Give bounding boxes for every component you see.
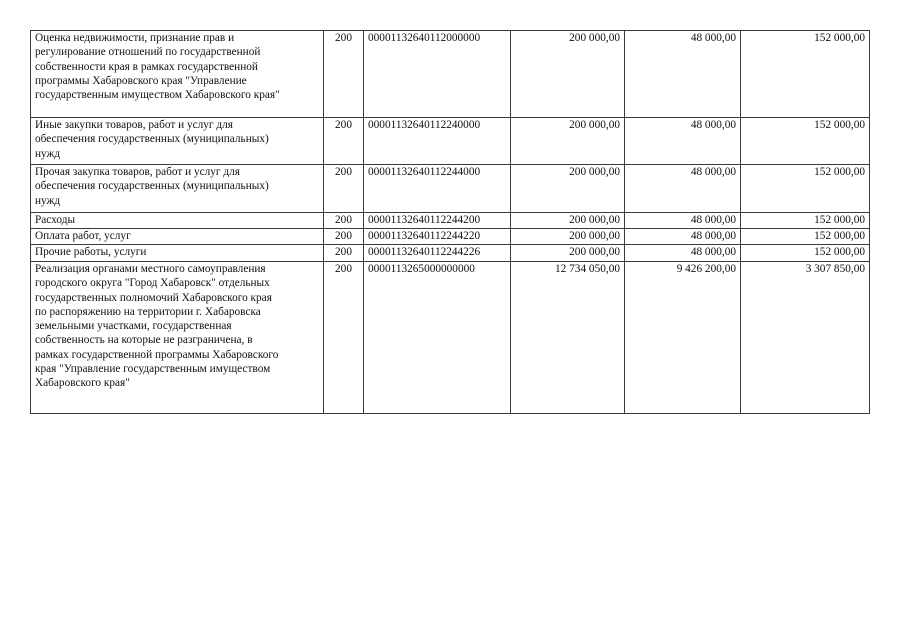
row-executed-cell: 48 000,00 xyxy=(625,229,741,245)
row-plan-cell: 200 000,00 xyxy=(511,118,625,165)
table-row xyxy=(31,262,870,414)
table-row xyxy=(31,118,870,165)
table-row xyxy=(31,31,870,118)
row-plan-cell: 200 000,00 xyxy=(511,31,625,118)
row-plan-cell: 12 734 050,00 xyxy=(511,262,625,414)
row-name-cell: Расходы xyxy=(31,213,324,229)
row-executed-cell: 48 000,00 xyxy=(625,245,741,262)
row-code-cell: 200 xyxy=(324,213,364,229)
row-classification-code-cell: 00001132640112000000 xyxy=(364,31,511,118)
row-remaining-cell: 152 000,00 xyxy=(741,31,870,118)
row-classification-code-cell: 00001132640112240000 xyxy=(364,118,511,165)
row-code-cell: 200 xyxy=(324,165,364,213)
row-executed-cell: 48 000,00 xyxy=(625,118,741,165)
row-name-cell: Прочие работы, услуги xyxy=(31,245,324,262)
row-code-cell: 200 xyxy=(324,31,364,118)
row-executed-cell: 48 000,00 xyxy=(625,165,741,213)
row-remaining-cell: 152 000,00 xyxy=(741,245,870,262)
table-row xyxy=(31,229,870,245)
budget-execution-table xyxy=(30,30,870,414)
row-classification-code-cell: 0000113265000000000 xyxy=(364,262,511,414)
row-name-cell: Оплата работ, услуг xyxy=(31,229,324,245)
row-executed-cell: 48 000,00 xyxy=(625,213,741,229)
row-name-cell: Реализация органами местного самоуправления городского округа "Город Хабаровск" отдельных государственных полномочий Хабаровского края по распоряжению на территории г. Хабаровска земельными участками, государственная собственность на которые не разграничена, в рамках государственной программы Хабаровского края "Управление государственным имуществом Хабаровского края" xyxy=(31,262,324,414)
row-code-cell: 200 xyxy=(324,118,364,165)
table-row xyxy=(31,213,870,229)
row-classification-code-cell: 00001132640112244200 xyxy=(364,213,511,229)
row-name-cell: Иные закупки товаров, работ и услуг для обеспечения государственных (муниципальных) нужд xyxy=(31,118,324,165)
row-classification-code-cell: 00001132640112244220 xyxy=(364,229,511,245)
row-plan-cell: 200 000,00 xyxy=(511,245,625,262)
row-plan-cell: 200 000,00 xyxy=(511,165,625,213)
row-code-cell: 200 xyxy=(324,262,364,414)
row-plan-cell: 200 000,00 xyxy=(511,213,625,229)
row-remaining-cell: 152 000,00 xyxy=(741,229,870,245)
table-row xyxy=(31,165,870,213)
row-classification-code-cell: 00001132640112244000 xyxy=(364,165,511,213)
row-name-cell: Прочая закупка товаров, работ и услуг для обеспечения государственных (муниципальных) нужд xyxy=(31,165,324,213)
row-classification-code-cell: 00001132640112244226 xyxy=(364,245,511,262)
row-remaining-cell: 152 000,00 xyxy=(741,213,870,229)
row-code-cell: 200 xyxy=(324,229,364,245)
row-plan-cell: 200 000,00 xyxy=(511,229,625,245)
row-remaining-cell: 3 307 850,00 xyxy=(741,262,870,414)
row-executed-cell: 9 426 200,00 xyxy=(625,262,741,414)
row-executed-cell: 48 000,00 xyxy=(625,31,741,118)
table-row xyxy=(31,245,870,262)
row-code-cell: 200 xyxy=(324,245,364,262)
row-remaining-cell: 152 000,00 xyxy=(741,165,870,213)
row-name-cell: Оценка недвижимости, признание прав и регулирование отношений по государственной собственности края в рамках государственной программы Хабаровского края "Управление государственным имуществом Хабаровского края" xyxy=(31,31,324,118)
row-remaining-cell: 152 000,00 xyxy=(741,118,870,165)
